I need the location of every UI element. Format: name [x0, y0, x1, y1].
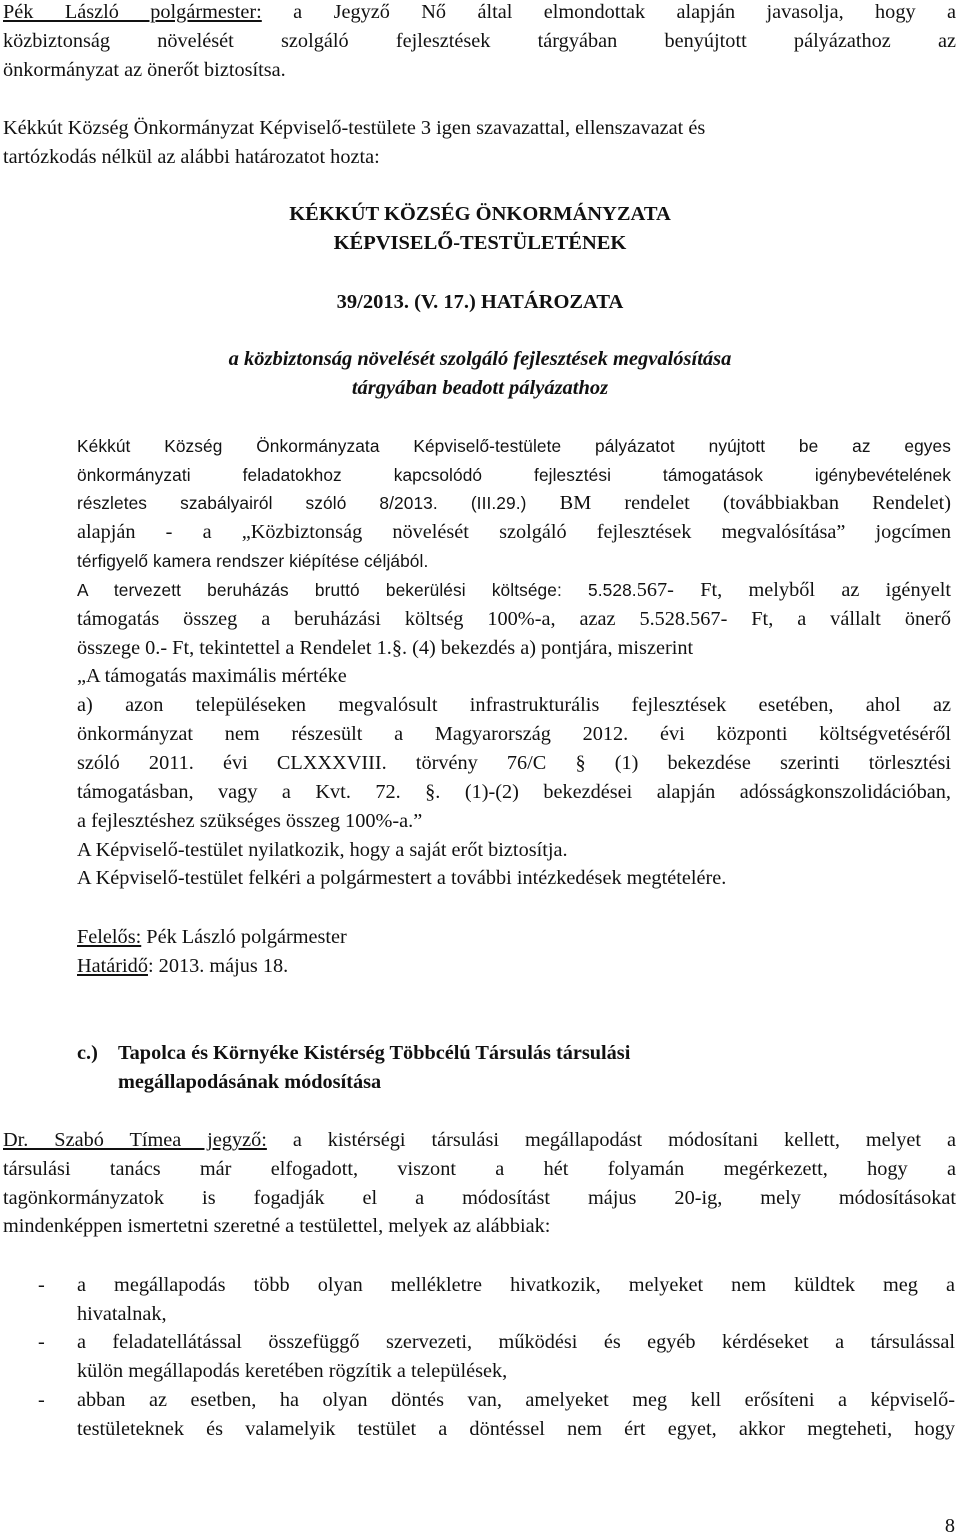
resolution-body-line: szóló 2011. évi CLXXXVIII. törvény 76/C § (1) bekezdése szerinti törlesztési [77, 752, 951, 774]
resolution-body-line: alapján - a „Közbiztonság növelését szolgáló fejlesztések megvalósítása” jogcímen [77, 521, 951, 543]
bullet-line: a megállapodás több olyan mellékletre hivatkozik, melyeket nem küldtek meg a [77, 1274, 955, 1296]
resolution-body-line: „A támogatás maximális mértéke [77, 665, 347, 687]
resolution-body-line: térfigyelő kamera rendszer kiépítése céljából. [77, 551, 429, 571]
resolution-body-line: támogatásban, vagy a Kvt. 72. §. (1)-(2) bekezdései alapján adósságkonszolidációban, [77, 781, 951, 803]
resolution-body-line: a fejlesztéshez szükséges összeg 100%-a.” [77, 810, 423, 832]
bullet-line: hivatalnak, [77, 1303, 167, 1325]
deadline-line [77, 954, 288, 978]
bullet-line: a feladatellátással összefüggő szervezeti, működési és egyéb kérdéseket a társulással [77, 1331, 955, 1353]
resolution-body-line: összege 0.- Ft, tekintettel a Rendelet 1.§. (4) bekezdés a) pontjára, miszerint [77, 637, 694, 659]
bullet-dash: - [38, 1389, 45, 1411]
resolution-body-line: a) azon településeken megvalósult infrastrukturális fejlesztések esetében, ahol az [77, 694, 951, 716]
intro-line-3: önkormányzat az önerőt biztosítsa. [3, 59, 286, 81]
responsible-value: Pék László polgármester [141, 926, 347, 948]
resolution-body-line: A tervezett beruházás bruttó bekerülési költsége: 5.528.567- Ft, melyből az igényelt [77, 579, 951, 601]
resolution-number: 39/2013. (V. 17.) HATÁROZATA [336, 291, 624, 313]
notary-line-4: mindenképpen ismertetni szeretné a testülettel, melyek az alábbiak: [3, 1215, 551, 1237]
vote-line-2: tartózkodás nélkül az alábbi határozatot hozta: [3, 146, 380, 168]
resolution-issuer-line-2: KÉPVISELŐ-TESTÜLETÉNEK [333, 232, 627, 254]
responsible-label: Felelős: [77, 926, 142, 948]
intro-line-2: közbiztonság növelését szolgáló fejlesztések tárgyában benyújtott pályázathoz az [3, 30, 956, 52]
section-title-line-2: megállapodásának módosítása [118, 1071, 382, 1093]
resolution-subject-line-1: a közbiztonság növelését szolgáló fejlesztések megvalósítása [228, 348, 732, 370]
resolution-body-line: támogatás összeg a beruházási költség 100%-a, azaz 5.528.567- Ft, a vállalt önerő [77, 608, 951, 630]
resolution-body-line: részletes szabályairól szóló 8/2013. (III.29.) BM rendelet (továbbiakban Rendelet) [77, 492, 951, 514]
section-title-line-1: Tapolca és Környéke Kistérség Többcélú Társulás társulási [118, 1042, 631, 1064]
resolution-body-line: Kékkút Község Önkormányzata Képviselő-testülete pályázatot nyújtott be az egyes [77, 436, 951, 456]
deadline-value: : 2013. május 18. [147, 955, 289, 977]
vote-line-1: Kékkút Község Önkormányzat Képviselő-testülete 3 igen szavazattal, ellenszavazat és [3, 117, 706, 139]
notary-speaker: Dr. Szabó Tímea jegyző: [3, 1129, 267, 1151]
resolution-body-line: A Képviselő-testület felkéri a polgármestert a további intézkedések megtételére. [77, 867, 727, 889]
notary-line-1: Dr. Szabó Tímea jegyző: a kistérségi társulási megállapodást módosítani kellett, melyet a [3, 1129, 956, 1151]
responsible-line [77, 925, 347, 949]
notary-line-2: társulási tanács már elfogadott, viszont a hét folyamán megérkezett, hogy a [3, 1158, 956, 1180]
intro-line-1: Pék László polgármester: a Jegyző Nő által elmondottak alapján javasolja, hogy a [3, 1, 956, 23]
notary-line-3: tagönkormányzatok is fogadják el a módosítást május 20-ig, mely módosításokat [3, 1187, 956, 1209]
page-number: 8 [944, 1515, 955, 1537]
bullet-line: abban az esetben, ha olyan döntés van, amelyeket meg kell erősíteni a képviselő- [77, 1389, 955, 1411]
speaker-name: Pék László polgármester: [3, 1, 262, 23]
resolution-body-line: önkormányzati feladatokhoz kapcsolódó fejlesztési támogatások igénybevételének [77, 465, 951, 485]
deadline-label: Határidő [77, 955, 148, 977]
bullet-line: külön megállapodás keretében rögzítik a települések, [77, 1360, 508, 1382]
bullet-dash: - [38, 1274, 45, 1296]
bullet-line: testületeknek és valamelyik testület a döntéssel nem ért egyet, akkor megteheti, hogy [77, 1418, 955, 1440]
resolution-body-line: A Képviselő-testület nyilatkozik, hogy a saját erőt biztosítja. [77, 839, 568, 861]
resolution-body-line: önkormányzat nem részesült a Magyarország 2012. évi központi költségvetéséről [77, 723, 951, 745]
resolution-issuer-line-1: KÉKKÚT KÖZSÉG ÖNKORMÁNYZATA [289, 203, 671, 225]
bullet-dash: - [38, 1331, 45, 1353]
resolution-subject-line-2: tárgyában beadott pályázathoz [351, 377, 609, 399]
section-marker: c.) [77, 1042, 98, 1064]
